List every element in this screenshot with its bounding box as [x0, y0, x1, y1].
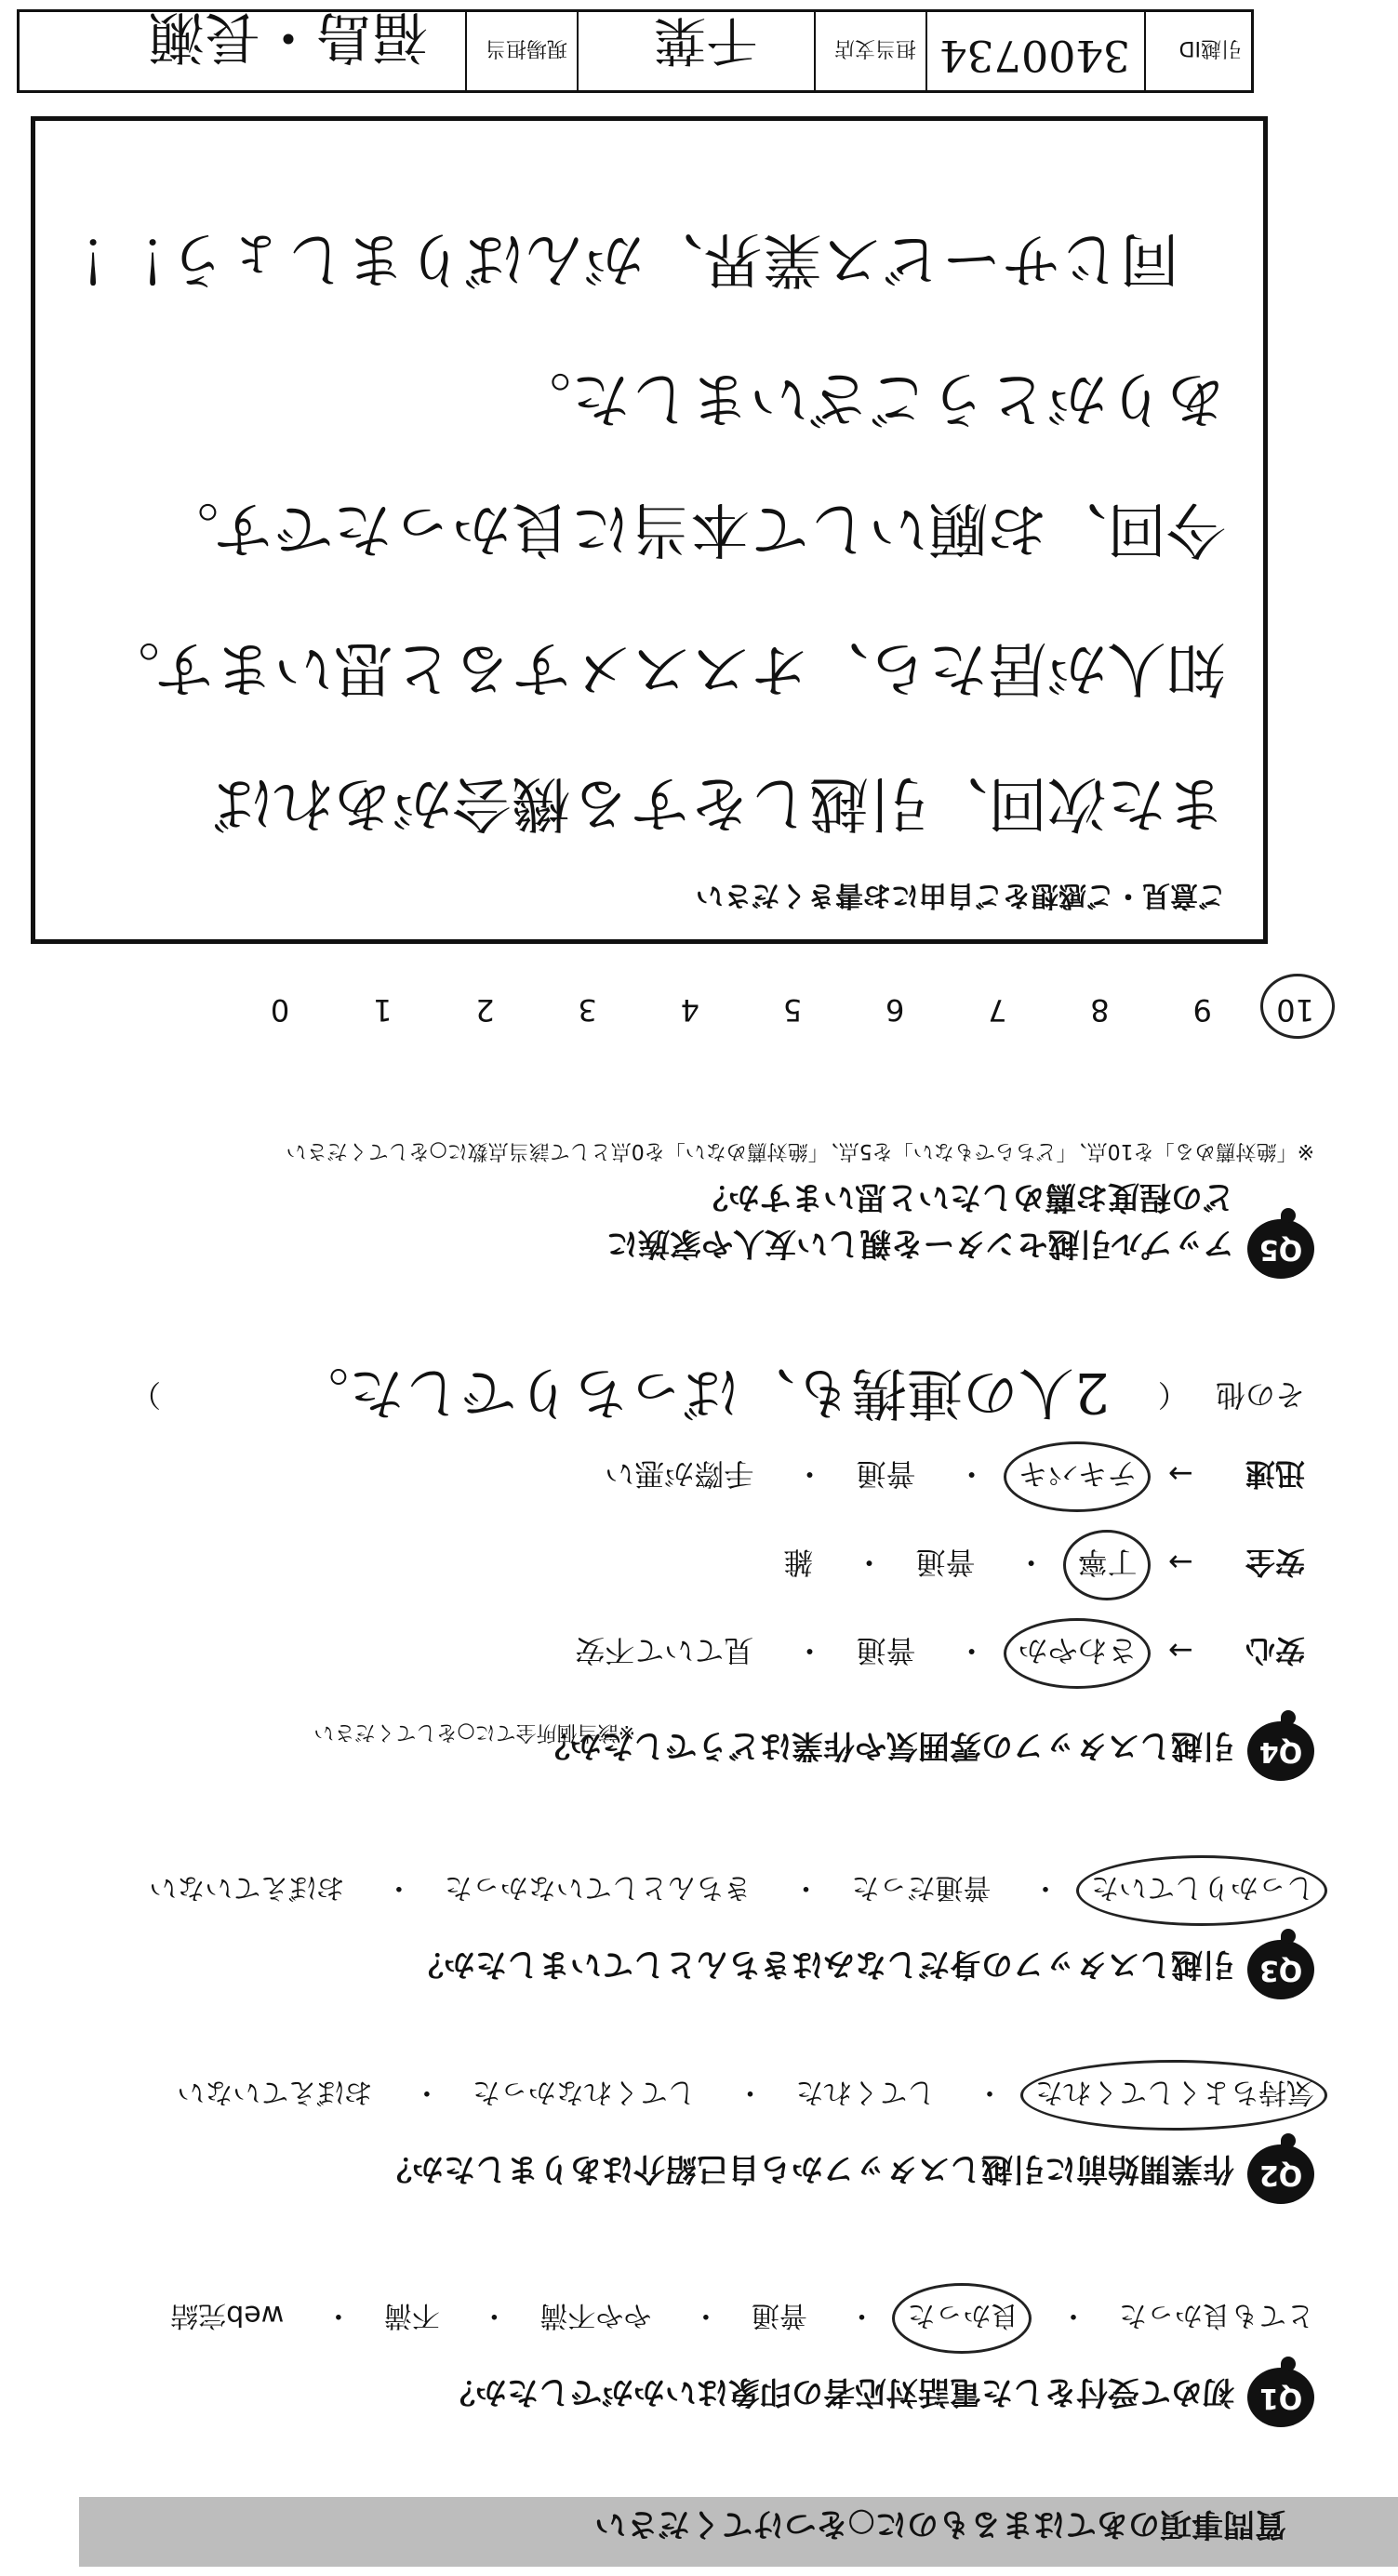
q4-option[interactable]: 見ていて不安 — [575, 1633, 754, 1668]
q4-row-anshin: 安心 → さわやか・ 普通・ 見ていて不安 — [543, 1631, 1305, 1674]
q5-text-line2: どの程度お薦めしたいと思いますか？ — [697, 1178, 1234, 1215]
q1-option[interactable]: 不満 — [383, 2299, 440, 2331]
q4-badge: Q4 — [1247, 1721, 1314, 1781]
q3-option[interactable]: おぼえていない — [149, 1871, 345, 1904]
q5-score[interactable]: 6 — [885, 992, 905, 1028]
q5-score[interactable]: 5 — [782, 992, 803, 1028]
q3-badge: Q3 — [1247, 1940, 1314, 1999]
q2-option[interactable]: おぼえていない — [177, 2076, 373, 2108]
id-label: 引越ID — [1178, 36, 1242, 60]
q4-other-handwriting[interactable]: 2人の連携も、ばっちりでした。 — [292, 1360, 1110, 1425]
q4-other-close: ） — [130, 1377, 161, 1413]
q1-option[interactable]: とても良かった — [1119, 2299, 1314, 2331]
instruction-bar — [79, 2497, 1398, 2567]
q5-text-line1: アップル引越センターを親しい友人や家族に — [606, 1225, 1234, 1262]
q3-option[interactable]: 普通だった — [851, 1871, 992, 1904]
q2-options: 気持ちよくしてくれた・ してくれた・ してくれなかった・ おぼえていない — [145, 2075, 1314, 2116]
comment-line: また次回、引越しをする機会があれば — [214, 768, 1226, 837]
id-table — [17, 4, 1254, 93]
q1-option[interactable]: やや不満 — [539, 2299, 652, 2331]
q1-options: とても良かった・ 良かった・ 普通・ やや不満・ 不満・ web完結 — [139, 2298, 1314, 2339]
q5-score[interactable]: 4 — [680, 992, 699, 1028]
id-value: 3400734 — [939, 31, 1130, 81]
q4-other-label: その他 — [1215, 1377, 1305, 1413]
q4-option-selected[interactable]: テキパキ — [1019, 1454, 1138, 1497]
q4-option-selected[interactable]: 丁寧 — [1078, 1543, 1138, 1586]
q4-note: ※該当個所全てに○をしてください — [313, 1720, 635, 1744]
q4-option[interactable]: 普通 — [856, 1633, 916, 1668]
q5-score-selected[interactable]: 10 — [1221, 992, 1314, 1028]
q5-score[interactable]: 1 — [373, 992, 393, 1028]
q1-badge: Q1 — [1247, 2368, 1314, 2427]
q5-note: ※「絶対薦める」を10点、「どちらでもない」を5点、「絶対薦めない」を0点として該当点数に○をしてください — [286, 1139, 1314, 1162]
q4-other-open: （ — [1157, 1377, 1188, 1413]
arrow-icon: → — [1168, 1545, 1193, 1580]
id-value-cell — [925, 12, 1144, 90]
q5-score[interactable]: 0 — [270, 992, 290, 1028]
q2-text: 作業開始前に引越しスタッフから自己紹介はありましたか？ — [380, 2150, 1234, 2187]
q5-scale — [196, 992, 1314, 1028]
q1-option[interactable]: 普通 — [751, 2299, 807, 2331]
branch-label: 担当支店 — [833, 36, 916, 60]
q2-badge: Q2 — [1247, 2144, 1314, 2204]
arrow-icon: → — [1168, 1456, 1193, 1492]
q4-row-jinsoku: 迅速 → テキパキ・ 普通・ 手際が悪い — [573, 1454, 1305, 1497]
q3-text: 引越しスタッフの身だしなみはきちんとしていましたか？ — [412, 1945, 1234, 1983]
leader-value-cell — [23, 4, 465, 90]
q5-score[interactable]: 2 — [475, 992, 495, 1028]
comment-line: 同じサービス業界、がんばりましょう！！ — [48, 224, 1179, 293]
leader-label: 現場担当 — [485, 36, 567, 60]
q1-text: 初めて受付をした電話対応者の印象はいかがでしたか？ — [444, 2373, 1234, 2410]
leader-label-cell — [465, 12, 577, 90]
q4-text: 引越しスタッフの雰囲気や作業はどうでしたか？ — [539, 1727, 1234, 1764]
q4-option[interactable]: 普通 — [856, 1456, 916, 1492]
branch-label-cell — [814, 12, 925, 90]
q1-option[interactable]: web完結 — [170, 2299, 285, 2331]
q5-score[interactable]: 3 — [578, 992, 597, 1028]
q4-option[interactable]: 雑 — [783, 1545, 814, 1580]
q5-score[interactable]: 7 — [988, 992, 1007, 1028]
q5-badge: Q5 — [1247, 1219, 1314, 1279]
q3-option-selected[interactable]: しっかりしていた — [1091, 1870, 1314, 1911]
q2-option[interactable]: してくれた — [795, 2076, 936, 2108]
arrow-icon: → — [1168, 1633, 1193, 1668]
comment-line: 今回、お願いして本当に良かったです。 — [159, 494, 1226, 563]
q4-option[interactable]: 手際が悪い — [605, 1456, 754, 1492]
q1-option-selected[interactable]: 良かった — [907, 2298, 1019, 2339]
id-label-cell — [1144, 12, 1251, 90]
q4-option-selected[interactable]: さわやか — [1019, 1631, 1138, 1674]
branch-value-cell — [577, 9, 814, 90]
q4-option[interactable]: 普通 — [915, 1545, 976, 1580]
q4-category: 安全 — [1245, 1545, 1305, 1580]
comment-box[interactable] — [31, 116, 1268, 944]
q4-category: 迅速 — [1245, 1456, 1305, 1492]
q4-row-anzen: 安全 → 丁寧・ 普通・ 雑 — [752, 1543, 1305, 1586]
branch-value: 千葉 — [654, 9, 758, 70]
q5-score[interactable]: 8 — [1090, 992, 1110, 1028]
q5-score[interactable]: 9 — [1192, 992, 1212, 1028]
q2-option-selected[interactable]: 気持ちよくしてくれた — [1035, 2075, 1314, 2116]
leader-value: 福島・長瀬 — [149, 4, 428, 69]
q4-other-row — [130, 1360, 1305, 1425]
q2-option[interactable]: してくれなかった — [472, 2076, 696, 2108]
instruction-text: 質問事項のあてはまるものに○をつけてください — [594, 2505, 1286, 2543]
comment-line: 知人が居たら、オススメすると思います。 — [100, 633, 1226, 702]
q3-options: しっかりしていた・ 普通だった・ きちんとしていなかった・ おぼえていない — [117, 1870, 1314, 1911]
comment-title: ご意見・ご感想をご自由にお書きください — [696, 879, 1226, 911]
q3-option[interactable]: きちんとしていなかった — [444, 1871, 752, 1904]
comment-line: ありがとうございました。 — [512, 364, 1226, 432]
q4-category: 安心 — [1245, 1633, 1305, 1668]
